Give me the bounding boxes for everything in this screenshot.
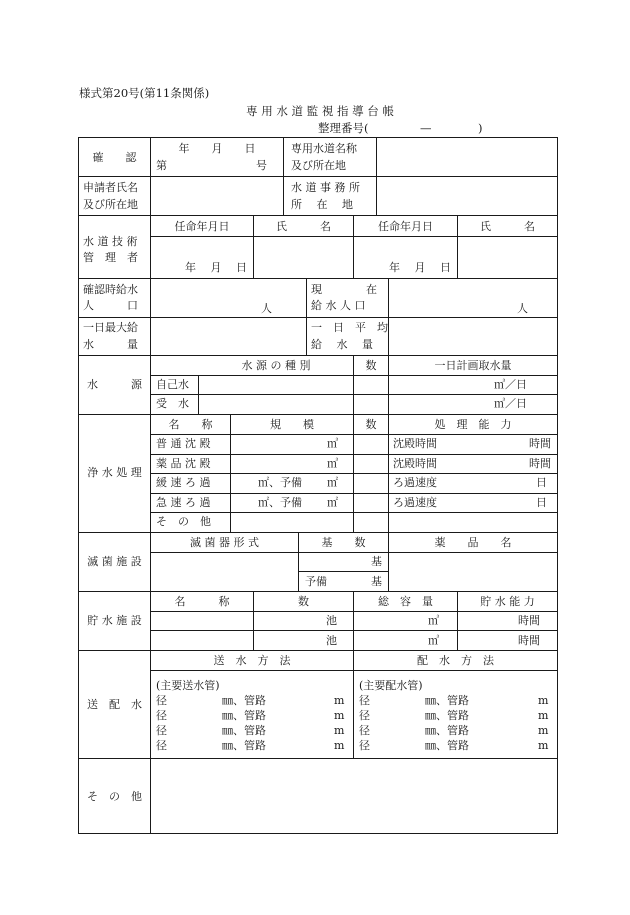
cell-divider [150, 552, 558, 553]
storage-volume-unit: ㎥ [428, 614, 439, 627]
facility-scale-unit: ㎡ [327, 496, 338, 509]
main-distribution-pipe-label: (主要配水管) [359, 679, 423, 692]
office-field[interactable] [377, 177, 557, 215]
office-label: 水 道 事 務 所 [291, 181, 360, 194]
waterworks-name-label: 及び所在地 [291, 159, 346, 172]
capacity-label: ろ過速度 [393, 496, 437, 509]
cell-divider [353, 414, 354, 532]
storage-count-unit: 池 [326, 634, 337, 647]
average-supply-label: 一 日 平 均 [311, 321, 388, 334]
confirm-number-prefix: 第 [156, 159, 167, 172]
pipe-diameter-label: 径 [156, 694, 167, 707]
pipe-length-unit: m [538, 724, 549, 737]
scale-header: 規 模 [270, 418, 314, 431]
facility-scale-unit: ㎡ [327, 476, 338, 489]
pipe-length-label: ㎜、管路 [425, 709, 469, 722]
source-count-header: 数 [365, 359, 377, 372]
pipe-length-label: ㎜、管路 [425, 739, 469, 752]
total-volume-header: 総 容 量 [378, 595, 433, 608]
distribution-method-header: 配 水 方 法 [417, 654, 494, 667]
storage-count-unit: 池 [326, 614, 337, 627]
storage-count-header: 数 [298, 595, 309, 608]
current-population-label: 現 在 [311, 283, 377, 296]
storage-label: 貯 水 施 設 [87, 614, 142, 627]
population-label: 確認時給水 [83, 283, 138, 296]
capacity-label: 沈殿時間 [393, 437, 437, 450]
engineer-label: 水 道 技 術 [83, 235, 138, 248]
current-population-unit: 人 [517, 302, 528, 315]
cell-divider [388, 278, 389, 355]
appointed-date-header: 任命年月日 [378, 220, 433, 233]
facility-scale-unit: ㎥ [327, 437, 338, 450]
waterworks-name-label: 専用水道名称 [291, 142, 357, 155]
spare-unit: 基 [371, 575, 382, 588]
cell-divider [150, 670, 558, 671]
pipe-diameter-label: 径 [156, 709, 167, 722]
applicant-label: 及び所在地 [83, 198, 138, 211]
table-border [557, 137, 558, 834]
pipe-length-unit: m [334, 709, 345, 722]
storage-volume-unit: ㎥ [428, 634, 439, 647]
cell-divider [150, 493, 558, 494]
engineer-label: 管 理 者 [83, 251, 138, 264]
unit-count-header: 基 数 [321, 536, 366, 549]
cell-divider [150, 630, 558, 631]
label-column-divider [150, 137, 151, 834]
pipe-length-label: ㎜、管路 [222, 724, 266, 737]
other-field[interactable] [151, 759, 557, 833]
pipe-length-label: ㎜、管路 [425, 724, 469, 737]
distribution-label: 送 配 水 [87, 698, 142, 711]
capacity-unit: 日 [536, 476, 547, 489]
disinfection-label: 滅 菌 施 設 [87, 555, 142, 568]
cell-divider [283, 137, 284, 215]
sterilizer-type-header: 滅 菌 器 形 式 [190, 536, 259, 549]
source-intake-unit: ㎥／日 [494, 397, 527, 410]
capacity-header: 処 理 能 力 [434, 418, 512, 431]
water-source-label: 水 源 [87, 378, 142, 391]
population-unit: 人 [261, 302, 272, 315]
confirm-label: 確 認 [92, 151, 137, 164]
facility-name: 普 通 沈 殿 [156, 437, 211, 450]
capacity-unit: 日 [536, 496, 547, 509]
transmission-method-header: 送 水 方 法 [213, 654, 291, 667]
cell-divider [150, 236, 558, 237]
storage-name-header: 名 称 [174, 595, 230, 608]
applicant-label: 申請者氏名 [83, 181, 138, 194]
cell-divider [150, 394, 558, 395]
pipe-diameter-label: 径 [359, 694, 370, 707]
facility-name: そ の 他 [156, 515, 211, 528]
cell-divider [230, 414, 231, 532]
appointed-date-header: 任命年月日 [174, 220, 230, 233]
applicant-field[interactable] [151, 177, 283, 215]
pipe-diameter-label: 径 [156, 724, 167, 737]
main-transmission-pipe-label: (主要送水管) [156, 679, 220, 692]
cell-divider [150, 473, 558, 474]
purification-label: 浄 水 処 理 [87, 466, 142, 479]
pipe-length-label: ㎜、管路 [222, 739, 266, 752]
pipe-length-unit: m [538, 709, 549, 722]
cell-divider [306, 278, 307, 355]
reference-number-label: 整理番号( [318, 121, 369, 135]
population-label: 人 口 [83, 299, 138, 312]
pipe-length-label: ㎜、管路 [222, 709, 266, 722]
max-supply-label: 一日最大給 [83, 321, 138, 334]
storage-capacity-unit: 時間 [518, 634, 540, 647]
cell-divider [298, 571, 388, 572]
facility-scale-unit: ㎡、予備 [258, 476, 302, 489]
source-name: 受 水 [156, 397, 189, 410]
pipe-length-unit: m [334, 739, 345, 752]
capacity-label: 沈殿時間 [393, 457, 437, 470]
reference-number-close: ) [478, 121, 483, 135]
planned-intake-header: 一日計画取水量 [434, 359, 512, 372]
spare-label: 予備 [305, 575, 327, 588]
cell-divider [150, 434, 558, 435]
cell-divider [388, 414, 389, 532]
max-supply-label: 水 量 [83, 338, 138, 351]
page-title: 専 用 水 道 監 視 指 導 台 帳 [246, 104, 394, 118]
pipe-length-label: ㎜、管路 [222, 694, 266, 707]
office-label: 所 在 地 [291, 198, 353, 211]
pipe-diameter-label: 径 [359, 724, 370, 737]
cell-divider [198, 375, 199, 414]
pipe-diameter-label: 径 [359, 739, 370, 752]
pipe-length-unit: m [538, 739, 549, 752]
unit-count-unit: 基 [371, 555, 382, 568]
facility-name: 薬 品 沈 殿 [156, 457, 211, 470]
capacity-label: ろ過速度 [393, 476, 437, 489]
pipe-diameter-label: 径 [359, 709, 370, 722]
cell-divider [150, 512, 558, 513]
chemical-name-header: 薬 品 名 [434, 536, 512, 549]
average-supply-label: 給 水 量 [311, 338, 373, 351]
pipe-length-unit: m [334, 724, 345, 737]
current-population-label: 給 水 人 口 [311, 299, 366, 312]
facility-count-header: 数 [365, 418, 377, 431]
facility-scale-unit: ㎥ [327, 457, 338, 470]
form-number: 様式第20号(第11条関係) [79, 86, 210, 100]
pipe-length-unit: m [334, 694, 345, 707]
other-label: そ の 他 [87, 790, 142, 803]
storage-capacity-unit: 時間 [518, 614, 540, 627]
appointed-date: 年 月 日 [185, 261, 247, 274]
table-border [78, 137, 79, 834]
facility-scale-unit: ㎡、予備 [258, 496, 302, 509]
name-header: 氏 名 [276, 220, 331, 233]
source-name: 自己水 [156, 378, 189, 391]
source-intake-unit: ㎥／日 [494, 378, 527, 391]
pipe-length-label: ㎜、管路 [425, 694, 469, 707]
appointed-date: 年 月 日 [389, 261, 451, 274]
facility-name: 急 速 ろ 過 [156, 496, 211, 509]
facility-name-header: 名 称 [168, 418, 213, 431]
capacity-unit: 時間 [529, 457, 551, 470]
confirm-date: 年 月 日 [178, 142, 256, 155]
storage-capacity-header: 貯 水 能 力 [480, 595, 535, 608]
reference-number-dash: — [420, 121, 432, 135]
source-type-header: 水 源 の 種 別 [241, 359, 311, 372]
pipe-length-unit: m [538, 694, 549, 707]
cell-divider [150, 375, 558, 376]
pipe-diameter-label: 径 [156, 739, 167, 752]
name-header: 氏 名 [480, 220, 535, 233]
facility-name: 緩 速 ろ 過 [156, 476, 211, 489]
confirm-number-suffix: 号 [256, 159, 267, 172]
capacity-unit: 時間 [529, 437, 551, 450]
waterworks-name-field[interactable] [377, 138, 557, 176]
cell-divider [150, 454, 558, 455]
cell-divider [353, 650, 354, 758]
cell-divider [150, 611, 558, 612]
